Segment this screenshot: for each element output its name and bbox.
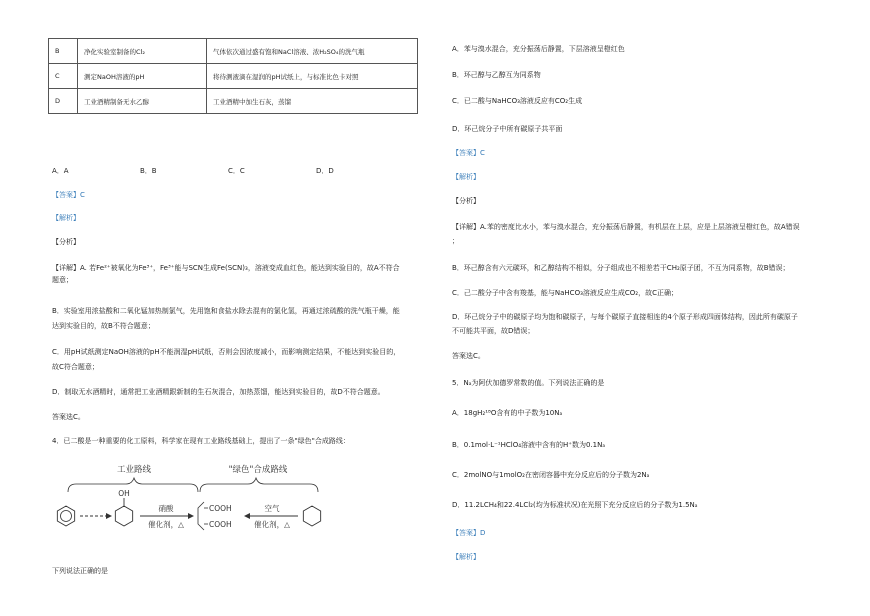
- q4-detail-d: D．环己烷分子中的碳原子均为饱和碳原子，与每个碳原子直接相连的4个原子形成四面体结构，因此所有碳原子: [452, 313, 798, 321]
- detail-a: 【详解】A. 若Fe²⁺被氧化为Fe³⁺，Fe³⁺能与SCN生成Fe(SCN)₃，溶液变成血红色，能达到实验目的，故A不符合: [52, 264, 400, 272]
- detail-b-cont: 达到实验目的，故B不符合题意；: [52, 322, 155, 330]
- q5-answer: 【答案】D: [452, 529, 486, 537]
- detail-d: D．制取无水酒精时，通常把工业酒精跟新制的生石灰混合，加热蒸馏，能达到实验目的，故D不符合题意。: [52, 388, 385, 396]
- cyclohexane-structure: [303, 506, 320, 526]
- q5-option-b: B．0.1mol·L⁻¹HClO₄溶液中含有的H⁺数为0.1Nₐ: [452, 441, 606, 449]
- reagent-nitric-acid: 硝酸: [158, 504, 174, 513]
- detail-a-cont: 题意；: [52, 276, 73, 284]
- q4-fenxi: 【分析】: [452, 197, 480, 205]
- q4-conclusion: 答案选C。: [452, 352, 485, 360]
- q4-stem: 4．已二酸是一种重要的化工原料，科学家在现有工业路线基础上，提出了一条"绿色"合成路线：: [52, 437, 350, 445]
- q5-option-c: C．2molNO与1molO₂在密闭容器中充分反应后的分子数为2Nₐ: [452, 471, 650, 479]
- detail-b: B．实验室用浓盐酸和二氧化锰加热制氯气，先用饱和食盐水除去混有的氯化氢，再通过浓硫酸的洗气瓶干燥，能: [52, 307, 400, 315]
- choice-a: A．A: [52, 167, 69, 175]
- table-row: [49, 39, 418, 64]
- q4-option-d: D．环己烷分子中所有碳原子共平面: [452, 125, 563, 133]
- row-method: 将待测液滴在湿润的pH试纸上，与标准比色卡对照: [207, 64, 418, 89]
- q4-option-b: B．环己醇与乙醇互为同系物: [452, 71, 541, 79]
- table-row: [49, 89, 418, 114]
- row-key: D: [49, 89, 78, 114]
- cyclohexanol-structure: [115, 498, 132, 526]
- q5-option-a: A．18gH₂¹⁸O含有的中子数为10Nₐ: [452, 409, 563, 417]
- q4-detail-b: B．环己醇含有六元碳环，和乙醇结构不相似，分子组成也不相差若干CH₂原子团，不互为同系物，故B错误；: [452, 264, 790, 272]
- row-method: 气体依次通过盛有饱和NaCl溶液、浓H₂SO₄的洗气瓶: [207, 39, 418, 64]
- cooh-bottom: COOH: [209, 520, 232, 529]
- choice-d: D．D: [316, 167, 334, 175]
- q5-option-d: D．11.2LCH₄和22.4LCl₂(均为标准状况)在光照下充分反应后的分子数为1.5Nₐ: [452, 501, 698, 509]
- options-table: [48, 38, 418, 114]
- q4-option-c: C．已二酸与NaHCO₃溶液反应有CO₂生成: [452, 97, 583, 105]
- green-route-label: "绿色"合成路线: [228, 465, 288, 475]
- choice-b: B．B: [140, 167, 157, 175]
- q4-option-a: A．苯与溴水混合，充分振荡后静置，下层溶液呈橙红色: [452, 45, 625, 53]
- conclusion: 答案选C。: [52, 413, 85, 421]
- row-key: C: [49, 64, 78, 89]
- reagent-air: 空气: [264, 504, 280, 513]
- q4-analysis: 【解析】: [452, 173, 480, 181]
- industrial-route-label: 工业路线: [116, 465, 152, 475]
- q4-detail-a-cont: ；: [452, 237, 459, 245]
- q4-detail-c: C．己二酸分子中含有羧基，能与NaHCO₃溶液反应生成CO₂，故C正确；: [452, 289, 678, 297]
- q4-detail-d-cont: 不可能共平面，故D错误；: [452, 327, 535, 335]
- oh-label: OH: [118, 489, 130, 498]
- row-method: 工业酒精中加生石灰，蒸馏: [207, 89, 418, 114]
- analysis-label: 【解析】: [52, 214, 80, 222]
- row-action: 工业酒精制备无水乙醇: [78, 89, 207, 114]
- row-action: 净化实验室制备的Cl₂: [78, 39, 207, 64]
- detail-c-cont: 故C符合题意；: [52, 363, 99, 371]
- detail-c: C．用pH试纸测定NaOH溶液的pH不能润湿pH试纸，否则会因浓度减小，而影响测定结果，不能达到实验目的，: [52, 348, 401, 356]
- q4-detail-a: 【详解】A.苯的密度比水小，苯与溴水混合，充分振荡后静置，有机层在上层，应是上层溶液呈橙红色，故A错误: [452, 223, 800, 231]
- q4-answer: 【答案】C: [452, 149, 485, 157]
- row-action: 测定NaOH溶液的pH: [78, 64, 207, 89]
- reaction-diagram: [48, 458, 338, 540]
- table-row: [49, 64, 418, 89]
- answer-label: 【答案】C: [52, 191, 85, 199]
- cooh-top: COOH: [209, 504, 232, 513]
- adipic-acid-structure: [198, 502, 208, 530]
- choice-c: C．C: [228, 167, 245, 175]
- benzene-structure: [57, 506, 74, 526]
- condition-1: 催化剂，△: [148, 520, 184, 529]
- q4-question: 下列说法正确的是: [52, 567, 108, 575]
- q5-analysis: 【解析】: [452, 553, 480, 561]
- condition-2: 催化剂，△: [254, 520, 290, 529]
- fenxi-label: 【分析】: [52, 238, 80, 246]
- q5-stem: 5．Nₐ为阿伏加德罗常数的值。下列说法正确的是: [452, 379, 605, 387]
- row-key: B: [49, 39, 78, 64]
